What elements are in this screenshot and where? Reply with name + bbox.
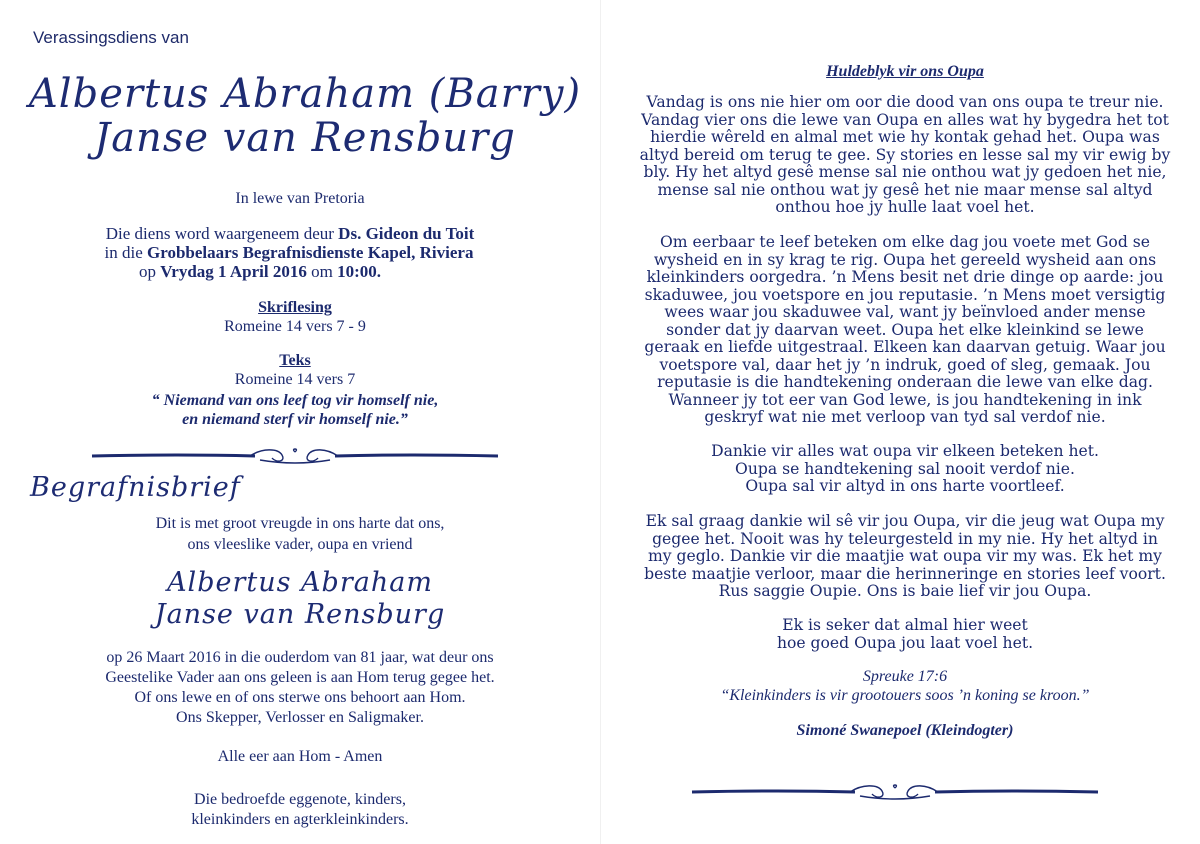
tribute-paragraph-2: Om eerbaar te leef beteken om elke dag jou voete met God se wysheid en in sy krag te rig. Oupa het gereeld wysheid aan ons kleinkinders oorgedra. ’n Mens besit net drie dinge op aarde: jou skaduwee, jou voetspore en jou reputasie. ’n Mens moet versigtig wees waar jou skaduwee val, want jy beïnvloed ander mense sonder dat jy daarvan weet. Oupa het elke kleinkind se lewe geraak en liefde uitgestraal. Elkeen kan daarvan getuig. Waar jou voetspore val, daar het jy ’n indruk, goed of sleg, gemaak. Jou reputasie is die handtekening onderaan die lewe van elke dag. Wanneer jy tot eer van God lewe, is jou handtekening in ink geskryf wat nie met verloop van tyd sal verdof nie. (644, 233, 1166, 426)
quote-line2: en niemand sterf vir homself nie.” (182, 411, 408, 428)
reading-heading: Skriflesing (258, 299, 332, 316)
ornament-divider-right (690, 782, 1100, 802)
tribute-paragraph-5: Ek is seker dat almal hier weet hoe goed Oupa jou laat voel het. (776, 616, 1034, 652)
verse-text: “Kleinkinders is vir grootouers soos ’n koning se kroon.” (720, 687, 1090, 704)
minister-name: Ds. Gideon du Toit (338, 224, 475, 243)
brief-body-line2: Geestelike Vader aan ons geleen is aan Hom terug gegee het. (105, 669, 495, 686)
brief-body-line3: Of ons lewe en of ons sterwe ons behoort aan Hom. (134, 689, 466, 706)
tribute-paragraph-3: Dankie vir alles wat oupa vir elkeen beteken het. Oupa se handtekening sal nooit verdof nie. Oupa sal vir altyd in ons harte voortleef. (711, 442, 1099, 495)
text-heading: Teks (279, 352, 311, 369)
header-label: Verassingsdiens van (33, 28, 189, 47)
tribute-signature: Simoné Swanepoel (Kleindogter) (796, 722, 1014, 739)
brief-family-line1: Die bedroefde eggenote, kinders, (194, 791, 406, 808)
tribute-title: Huldeblyk vir ons Oupa (826, 63, 984, 80)
tribute-paragraph-1: Vandag is ons nie hier om oor die dood van ons oupa te treur nie. Vandag vier ons die lewe van Oupa en alles wat hy bygedra het tot hierdie wêreld en almal met wie hy kontak gehad het. Oupa was altyd bereid om terug te gee. Sy stories en lesse sal my vir ewig by bly. Hy het altyd gesê mense sal nie onthou wat jy gedoen het nie, mense sal nie onthou wat jy gesê het nie maar mense sal altyd onthou hoe jy hulle laat voel het. (639, 93, 1171, 216)
service-time: 10:00. (337, 262, 381, 281)
brief-body-line4: Ons Skepper, Verlosser en Saligmaker. (176, 709, 424, 726)
brief-name-line1: Albertus Abraham (167, 567, 433, 598)
venue-name: Grobbelaars Begrafnisdienste Kapel, Riviera (147, 243, 474, 262)
reading-reference: Romeine 14 vers 7 - 9 (224, 318, 366, 335)
deceased-name-line1: Albertus Abraham (Barry) (28, 71, 582, 117)
text-reference: Romeine 14 vers 7 (234, 371, 356, 388)
service-line3: op Vrydag 1 April 2016 om 10:00. (139, 262, 381, 281)
brief-amen: Alle eer aan Hom - Amen (217, 748, 383, 765)
brief-intro-line1: Dit is met groot vreugde in ons harte dat ons, (155, 515, 445, 532)
quote-line1: “ Niemand van ons leef tog vir homself nie, (151, 392, 439, 409)
service-line1: Die diens word waargeneem deur Ds. Gideon du Toit (105, 224, 475, 243)
brief-family-line2: kleinkinders en agterkleinkinders. (191, 811, 409, 828)
service-date: Vrydag 1 April 2016 (160, 262, 307, 281)
brief-intro-line2: ons vleeslike vader, oupa en vriend (187, 536, 413, 553)
tribute-paragraph-4: Ek sal graag dankie wil sê vir jou Oupa, vir die jeug wat Oupa my gegee het. Nooit was hy teleurgesteld in my nie. Hy het altyd in my geglo. Dankie vir die maatjie wat oupa vir my was. Ek het my beste maatjie verloor, maar die herinneringe en stories leef voort. Rus saggie Oupie. Ons is baie lief vir jou Oupa. (644, 512, 1166, 600)
service-line2: in die Grobbelaars Begrafnisdienste Kapel, Riviera (104, 243, 474, 262)
funeral-letter-title: Begrafnisbrief (30, 472, 241, 503)
brief-name-line2: Janse van Rensburg (154, 599, 446, 630)
brief-body-line1: op 26 Maart 2016 in die ouderdom van 81 jaar, wat deur ons (106, 649, 494, 666)
residence: In lewe van Pretoria (235, 190, 365, 207)
ornament-divider-left (90, 446, 500, 466)
verse-reference: Spreuke 17:6 (862, 668, 948, 685)
deceased-name-line2: Janse van Rensburg (94, 115, 516, 161)
